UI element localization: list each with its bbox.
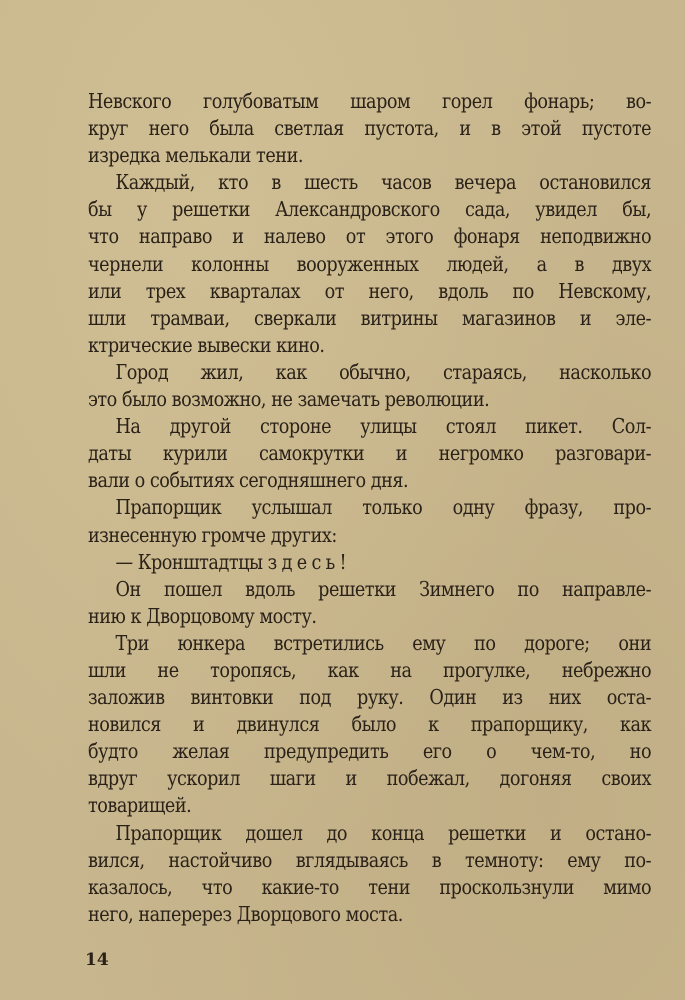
text-line: или трех кварталах от него, вдоль по Невскому, (88, 278, 652, 303)
page-body-text (88, 88, 651, 928)
text-line: нию к Дворцовому мосту. (88, 603, 317, 628)
text-line: Прапорщик дошел до конца решетки и остано- (115, 820, 652, 845)
emphasized-word: здесь! (267, 549, 351, 574)
text-line: казалось, что какие-то тени проскользнули мимо (88, 874, 652, 899)
text-line: него, наперерез Дворцового моста. (88, 901, 403, 926)
text-line: заложив винтовки под руку. Один из них оста- (88, 685, 652, 710)
text-line: изнесенную громче других: (88, 522, 337, 547)
text-line: что направо и налево от этого фонаря неподвижно (88, 224, 652, 249)
text-line: товарищей. (88, 793, 192, 818)
text-line: вился, настойчиво вглядываясь в темноту: ему по- (88, 847, 652, 872)
text-line: Город жил, как обычно, стараясь, насколько (115, 359, 652, 384)
dialogue-text: — Кронштадтцы (115, 549, 268, 574)
text-line: Он пошел вдоль решетки Зимнего по направле- (115, 576, 652, 601)
text-line: вали о событиях сегодняшнего дня. (88, 468, 409, 493)
page-number: 14 (85, 950, 109, 970)
text-line: бы у решетки Александровского сада, увидел бы, (88, 197, 652, 222)
text-line: вдруг ускорил шаги и побежал, догоняя своих (88, 766, 652, 791)
text-line: это было возможно, не замечать революции. (88, 387, 490, 412)
text-line: новился и двинулся было к прапорщику, как (88, 712, 652, 737)
text-line: Три юнкера встретились ему по дороге; они (115, 630, 652, 655)
text-line: На другой стороне улицы стоял пикет. Сол- (115, 414, 652, 439)
text-line: даты курили самокрутки и негромко разговари- (88, 441, 652, 466)
text-line: Прапорщик услышал только одну фразу, про- (115, 495, 652, 520)
text-line: ктрические вывески кино. (88, 332, 325, 357)
text-line: шли не торопясь, как на прогулке, небрежно (88, 657, 652, 682)
text-line: Невского голубоватым шаром горел фонарь; во- (88, 89, 652, 113)
dialogue-line (88, 549, 651, 576)
text-line: круг него была светлая пустота, и в этой пустоте (88, 116, 652, 141)
text-line: будто желая предупредить его о чем-то, но (88, 739, 652, 764)
text-line: Каждый, кто в шесть часов вечера остановился (115, 170, 652, 195)
text-line: изредка мелькали тени. (88, 143, 303, 168)
text-line: шли трамваи, сверкали витрины магазинов и эле- (88, 305, 652, 330)
text-line: чернели колонны вооруженных людей, а в двух (88, 251, 652, 276)
